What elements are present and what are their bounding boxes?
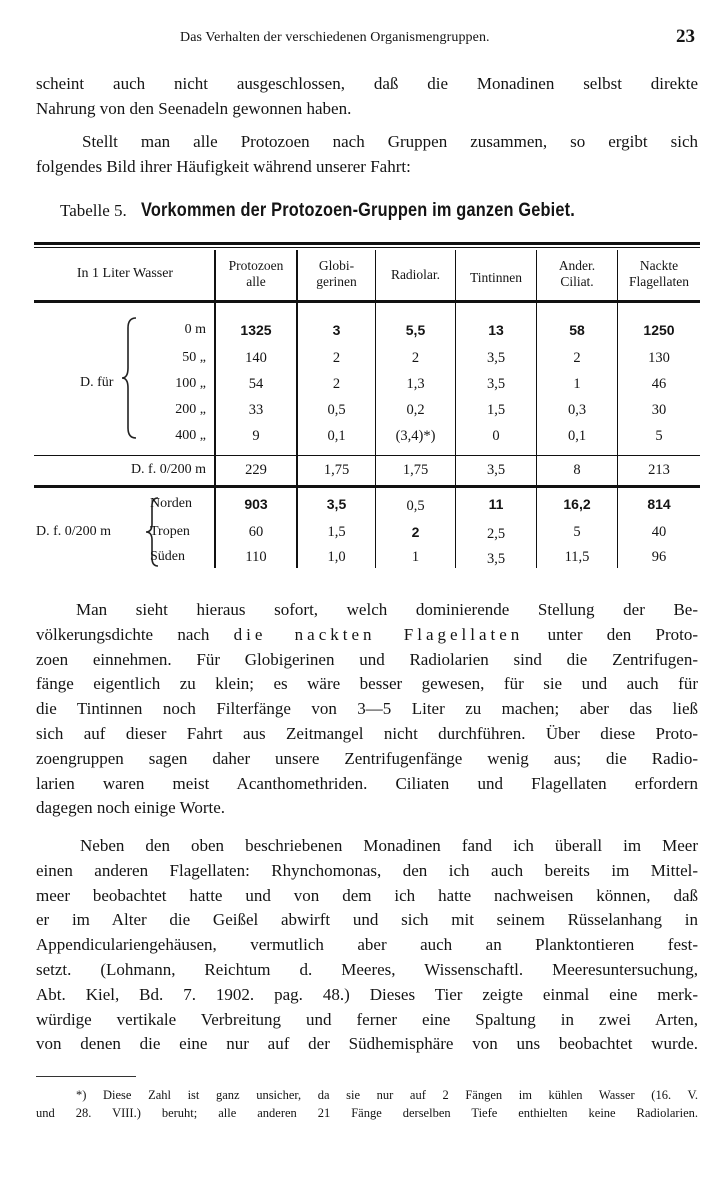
column-header: Radiolar. bbox=[390, 267, 441, 282]
column-header: Protozoen alle bbox=[228, 258, 284, 289]
text-line: von denen die eine nur auf der Südhemisphäre von uns beobachtet wurde. bbox=[36, 1034, 698, 1054]
row-depth: 100 „ bbox=[175, 376, 206, 391]
row-depth: 0 m bbox=[184, 322, 206, 337]
summary-label: D. f. 0/200 m bbox=[130, 462, 206, 477]
text-line: würdige vertikale Verbreitung und ferner eine Spaltung in zwei Arten, bbox=[36, 1009, 698, 1029]
text-line: Abt. Kiel, Bd. 7. 1902. pag. 48.) Dieses Tier zeigte einmal eine merk- bbox=[36, 984, 698, 1004]
text-line: Stellt man alle Protozoen nach Gruppen zusammen, so ergibt sich bbox=[82, 132, 698, 151]
table-label: Tabelle 5. bbox=[60, 201, 127, 220]
text-line: folgendes Bild ihrer Häufigkeit während unserer Fahrt: bbox=[36, 156, 411, 176]
intro-paragraph-1 bbox=[36, 72, 698, 122]
text-line: Nahrung von den Seenadeln gewonnen haben. bbox=[36, 98, 352, 118]
footnote-rule bbox=[36, 1076, 136, 1077]
text-line: zoen einnehmen. Für Globigerinen und Radiolarien sind die Zentrifugen- bbox=[36, 649, 698, 669]
text-line: dagegen noch einige Worte. bbox=[36, 798, 226, 818]
text-line: er im Alter die Geißel abwirft und sich mit seinem Rüsselanhang in bbox=[36, 910, 698, 930]
group1-bottom-rule bbox=[34, 455, 700, 456]
column-header: Ander. Ciliat. bbox=[558, 258, 596, 289]
column-header: Nackte Flagellaten bbox=[629, 258, 689, 289]
column-header: Tintinnen bbox=[469, 270, 523, 285]
row-region: Süden bbox=[150, 549, 185, 564]
brace-icon bbox=[120, 316, 140, 440]
text-line: setzt. (Lohmann, Reichtum d. Meeres, Wissenschaftl. Meeresuntersuchung, bbox=[36, 959, 698, 979]
row-region: Norden bbox=[150, 496, 192, 511]
text-line: zoengruppen sagen daher unsere Zentrifugenfänge wenig aus; die Radio- bbox=[36, 748, 698, 768]
footnote-line: und 28. VIII.) beruht; alle anderen 21 Fänge derselben Tiefe enthielten keine Radiolarien. bbox=[36, 1106, 698, 1120]
running-head-title: Das Verhalten der verschiedenen Organismengruppen. bbox=[180, 30, 490, 45]
running-head bbox=[0, 24, 728, 46]
row-depth: 200 „ bbox=[175, 402, 206, 417]
table-title: Vorkommen der Protozoen-Gruppen im ganzen Gebiet. bbox=[140, 200, 575, 221]
group2-label: D. f. 0/200 m bbox=[36, 524, 112, 539]
intro-paragraph-2 bbox=[36, 130, 698, 180]
header-bottom-rule bbox=[34, 300, 700, 303]
body-paragraph-1 bbox=[36, 598, 698, 821]
summary-bottom-rule bbox=[34, 485, 700, 488]
text-line: sich auf dieser Fahrt aus Zeitmangel nicht durchführen. Über diese Proto- bbox=[36, 723, 698, 743]
group1-label: D. für bbox=[80, 375, 114, 390]
text-line: einen anderen Flagellaten: Rhynchomonas, den ich auch bereits im Mittel- bbox=[36, 860, 698, 880]
footnote-line: *) Diese Zahl ist ganz unsicher, da sie nur auf 2 Fängen im kühlen Wasser (16. V. bbox=[76, 1088, 698, 1102]
row-depth: 400 „ bbox=[175, 428, 206, 443]
text-line: Appendiculariengehäusen, vermutlich aber auch an Planktontieren fest- bbox=[36, 935, 698, 955]
text-line: völkerungsdichte nach die nackten Flagellaten unter den Proto- bbox=[36, 624, 699, 644]
text-line: scheint auch nicht ausgeschlossen, daß die Monadinen selbst direkte bbox=[36, 74, 698, 93]
text-line: meer beobachtet hatte und von dem ich hatte nachweisen können, daß bbox=[36, 885, 698, 905]
stub-header: In 1 Liter Wasser bbox=[76, 266, 174, 281]
row-depth: 50 „ bbox=[182, 350, 206, 365]
text-line: Man sieht hieraus sofort, welch dominierende Stellung der Be- bbox=[76, 600, 698, 619]
page-number: 23 bbox=[676, 26, 695, 47]
table-top-rule-thin bbox=[34, 247, 700, 248]
footnote bbox=[36, 1086, 698, 1122]
emphasized-text: die nackten Flagellaten bbox=[233, 624, 524, 644]
text-line: fänge eigentlich zu klein; es wäre besser gewesen, für sie und auch für bbox=[36, 674, 698, 694]
text-line: Neben den oben beschriebenen Monadinen fand ich überall im Meer bbox=[80, 836, 698, 855]
text-line: die Tintinnen noch Filterfänge von 3—5 Liter zu machen; aber das ließ bbox=[36, 699, 698, 719]
column-header: Globi- gerinen bbox=[316, 258, 357, 289]
body-paragraph-2 bbox=[36, 834, 698, 1057]
text-line: larien waren meist Acanthomethriden. Ciliaten und Flagellaten erfordern bbox=[36, 773, 698, 793]
table-caption bbox=[60, 200, 700, 222]
row-region: Tropen bbox=[150, 524, 190, 539]
table-top-rule bbox=[34, 242, 700, 245]
